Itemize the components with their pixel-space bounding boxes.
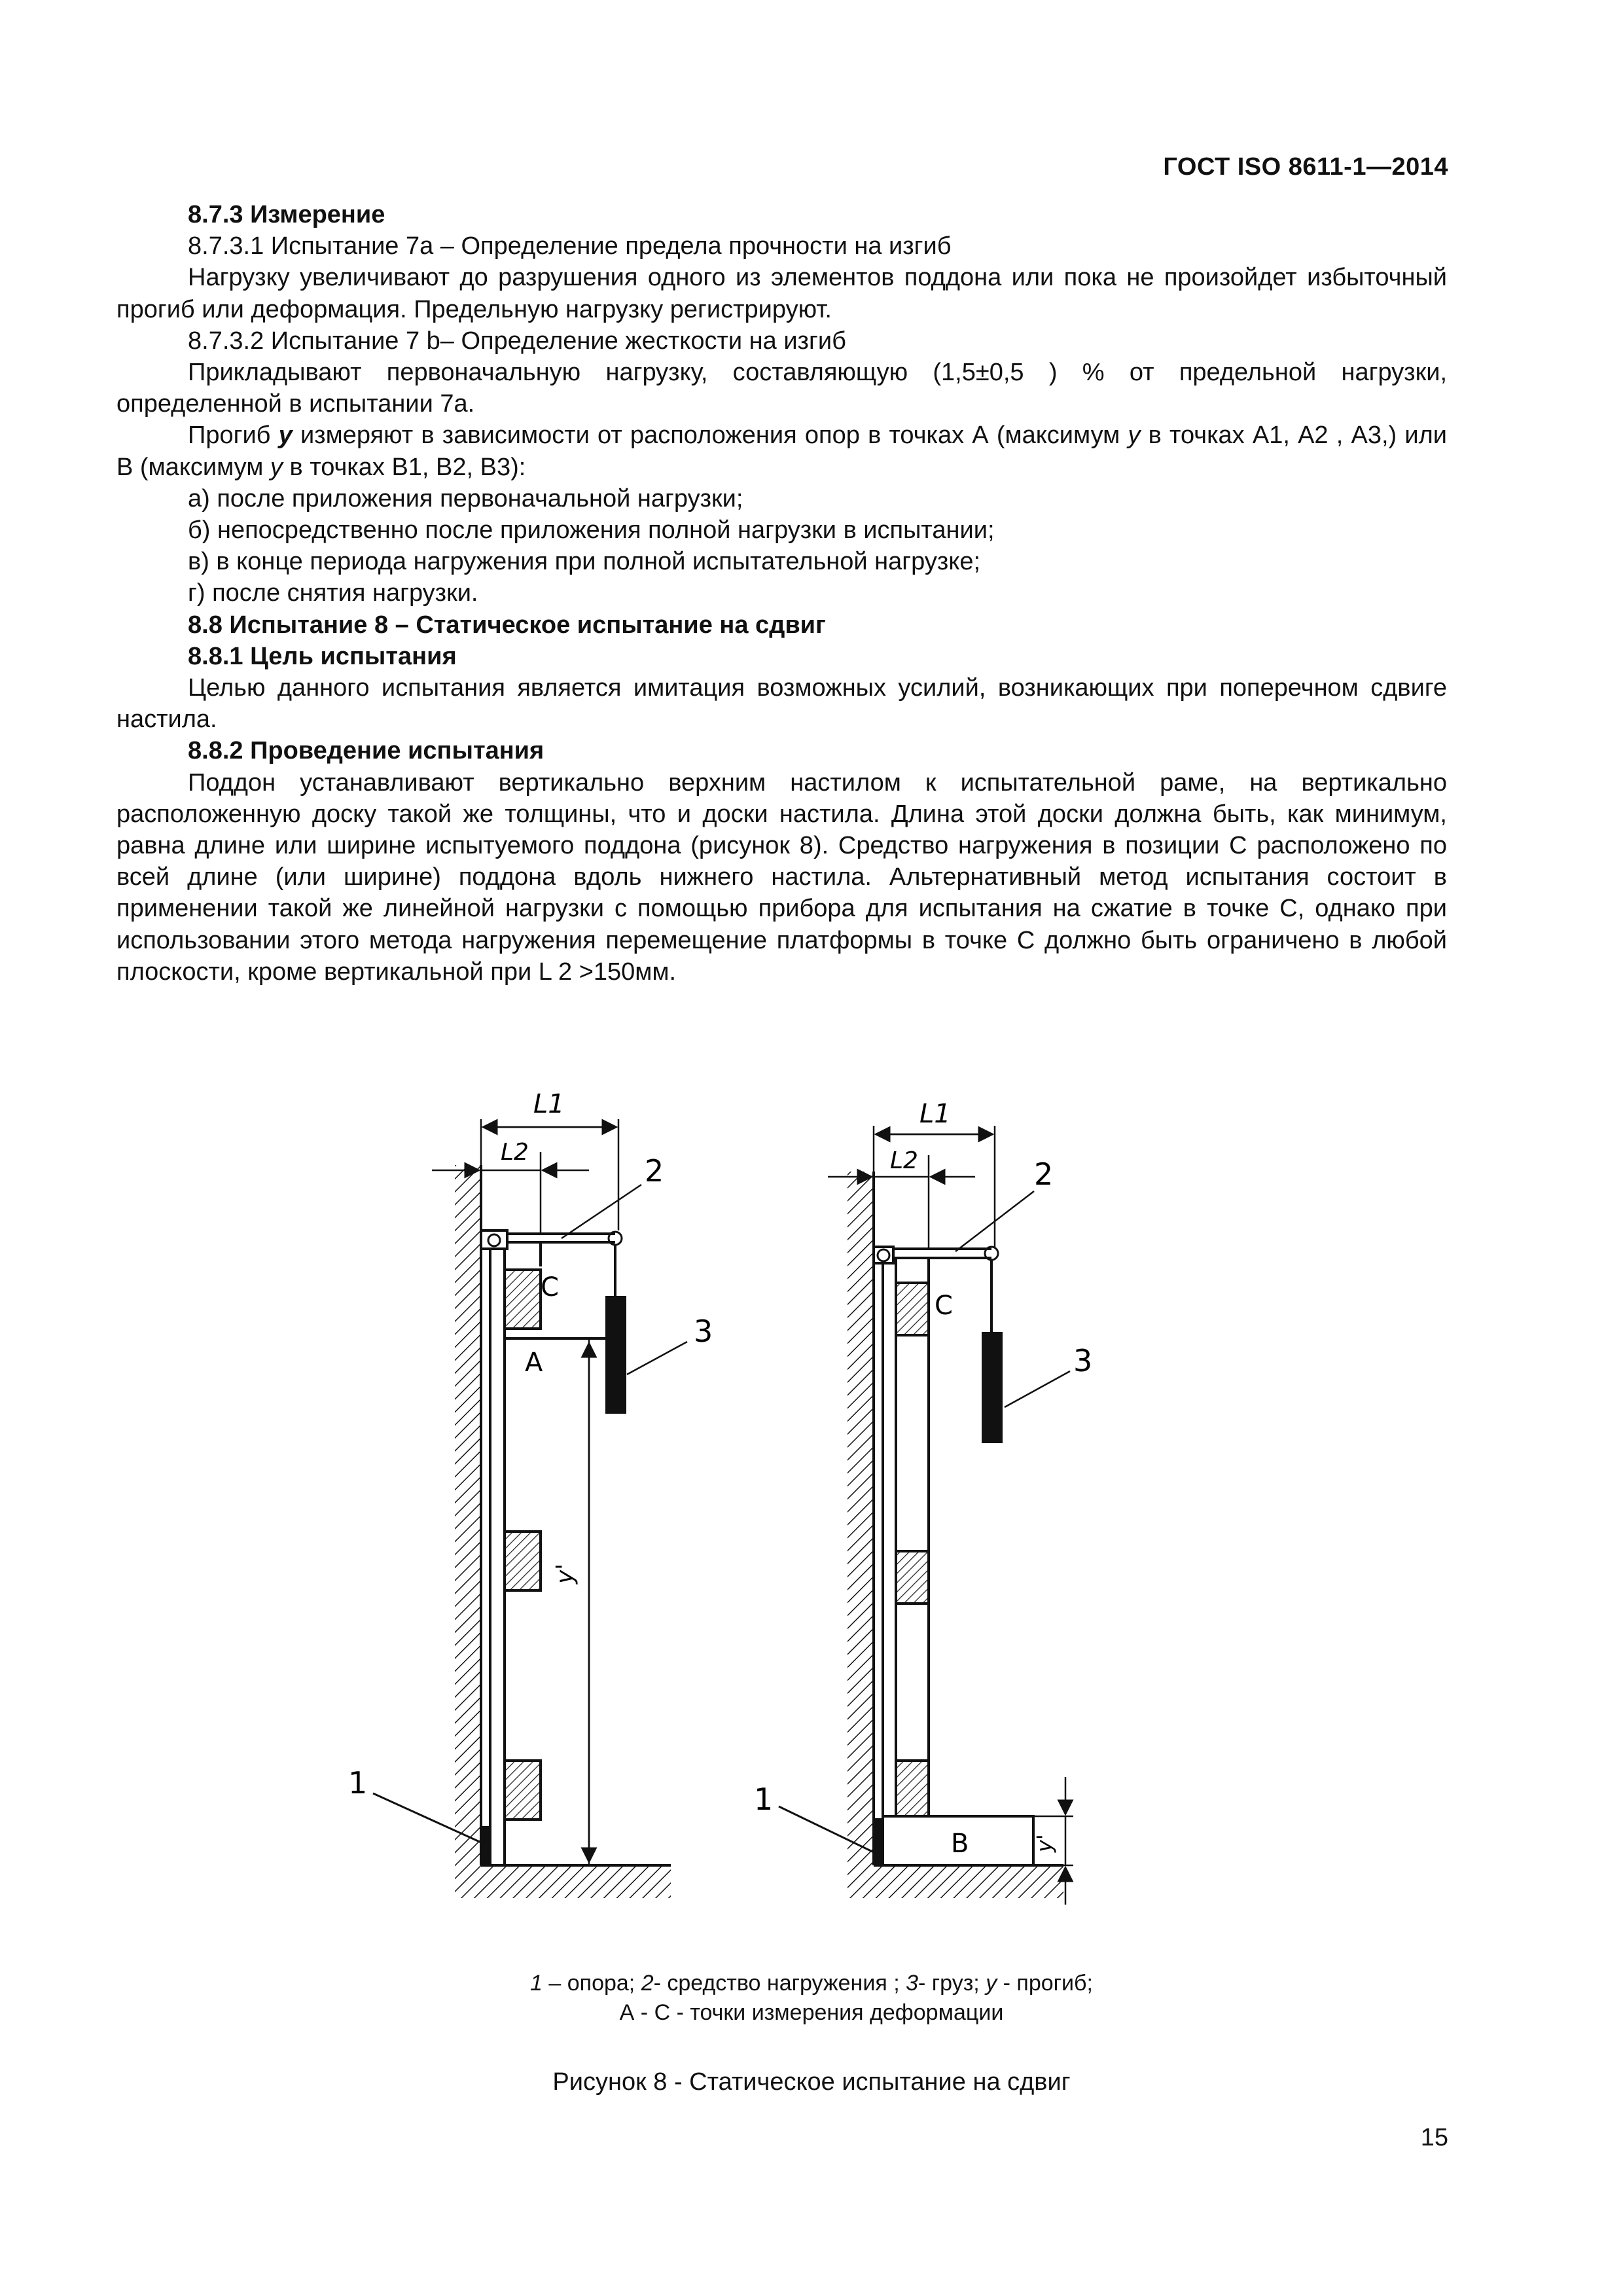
- label-y: y': [552, 1563, 579, 1584]
- paragraph: Целью данного испытания является имитация возможных усилий, возникающих при поперечном сдвиге настила.: [116, 674, 1447, 734]
- support-1: [874, 1818, 883, 1865]
- figure-legend-line2: А - С - точки измерения деформации: [619, 2000, 1004, 2025]
- list-item: а) после приложения первоначальной нагрузки;: [188, 484, 743, 512]
- pallet-block: [896, 1283, 929, 1335]
- floor: [847, 1865, 1063, 1898]
- left-setup: [348, 1089, 713, 1898]
- label-1: 1: [348, 1765, 368, 1801]
- list-item: в) в конце периода нагружения при полной испытательной нагрузке;: [188, 548, 981, 576]
- pallet-block: [896, 1551, 929, 1604]
- legend-key: 1: [530, 1971, 543, 1996]
- legend-key: y: [986, 1971, 997, 1996]
- text-run: в точках А1, А2 , А3,) или В (максимум: [116, 422, 1447, 481]
- legend-text: - средство нагружения ;: [653, 1971, 906, 1996]
- figure-legend: [0, 1969, 1623, 1998]
- subsection-title: 8.8.2 Проведение испытания: [188, 737, 544, 765]
- legend-text: - прогиб;: [997, 1971, 1093, 1996]
- document-code: ГОСТ ISO 8611-1—2014: [1163, 153, 1448, 181]
- pallet-block: [505, 1532, 541, 1590]
- legend-key: 3: [906, 1971, 919, 1996]
- list-item: г) после снятия нагрузки.: [188, 579, 478, 607]
- subsection-title: 8.7.3.2 Испытание 7 b– Определение жесткости на изгиб: [188, 327, 846, 355]
- diagram-svg: [314, 1008, 1191, 1957]
- label-a: A: [525, 1348, 543, 1378]
- section-title: 8.8 Испытание 8 – Статическое испытание на сдвиг: [188, 611, 826, 639]
- label-y: y': [1032, 1834, 1057, 1852]
- right-setup: [754, 1099, 1092, 1905]
- pallet-deck: [490, 1244, 505, 1865]
- figure-caption: Рисунок 8 - Статическое испытание на сдвиг: [552, 2068, 1071, 2096]
- body-text: [116, 199, 1447, 988]
- subsection-title: 8.8.1 Цель испытания: [188, 642, 457, 670]
- weight-3: [605, 1296, 626, 1414]
- label-2: 2: [1034, 1157, 1054, 1192]
- text-run: измеряют в зависимости от расположения опор в точках А (максимум: [300, 422, 1120, 450]
- pallet-block: [505, 1270, 541, 1329]
- legend-text: – опора;: [542, 1971, 641, 1996]
- support-1: [481, 1826, 490, 1865]
- symbol: y: [270, 453, 283, 481]
- paragraph: Поддон устанавливают вертикально верхним настилом к испытательной раме, на вертикально расположенную доску такой же толщины, что и доски настила. Длина этой доски должна быть, как минимум, равна длине или ширине испытуемого поддона (рисунок 8). Средство нагружения в позиции С расположено по всей длине (или ширине) поддона вдоль нижнего настила. Альтернативный метод испытания состоит в применении такой же линейной нагрузки с помощью прибора для испытания на сжатие в точке С, однако при использовании этого метода нагружения перемещение платформы в точке С должно быть ограничено в любой плоскости, кроме вертикальной при L 2 >150мм.: [116, 768, 1447, 986]
- wall: [455, 1165, 481, 1865]
- label-3: 3: [1073, 1343, 1093, 1378]
- symbol: y: [278, 422, 293, 450]
- paragraph: Прикладывают первоначальную нагрузку, составляющую (1,5±0,5 ) % от предельной нагрузки, определенной в испытании 7а.: [116, 359, 1447, 418]
- label-l1: L1: [919, 1099, 951, 1129]
- list-item: б) непосредственно после приложения полной нагрузки в испытании;: [188, 516, 995, 545]
- pallet-block: [505, 1761, 541, 1820]
- label-l1: L1: [533, 1089, 565, 1119]
- label-c: C: [541, 1272, 559, 1302]
- label-l2: L2: [501, 1139, 529, 1166]
- label-2: 2: [645, 1153, 664, 1189]
- label-1: 1: [754, 1782, 774, 1817]
- pallet-block: [896, 1761, 929, 1816]
- section-title: 8.7.3 Измерение: [188, 201, 385, 228]
- text-run: Прогиб: [188, 422, 271, 450]
- paragraph: [116, 420, 1447, 482]
- floor: [455, 1865, 671, 1898]
- symbol: y: [1128, 422, 1141, 450]
- figure-8-diagram: [314, 1008, 1191, 1957]
- page-number: 15: [1420, 2124, 1448, 2151]
- paragraph: Нагрузку увеличивают до разрушения одного из элементов поддона или пока не произойдет избыточный прогиб или деформация. Предельную нагрузку регистрируют.: [116, 264, 1447, 323]
- pallet-deck: [883, 1260, 896, 1816]
- text-run: в точках В1, В2, В3):: [289, 453, 526, 481]
- label-b: B: [951, 1829, 969, 1859]
- label-c: C: [935, 1291, 953, 1321]
- label-l2: L2: [890, 1147, 918, 1174]
- legend-key: 2: [641, 1971, 654, 1996]
- wall: [847, 1172, 874, 1865]
- weight-3: [982, 1332, 1003, 1443]
- label-3: 3: [694, 1314, 713, 1349]
- subsection-title: 8.7.3.1 Испытание 7а – Определение предела прочности на изгиб: [188, 232, 952, 260]
- legend-text: - груз;: [918, 1971, 986, 1996]
